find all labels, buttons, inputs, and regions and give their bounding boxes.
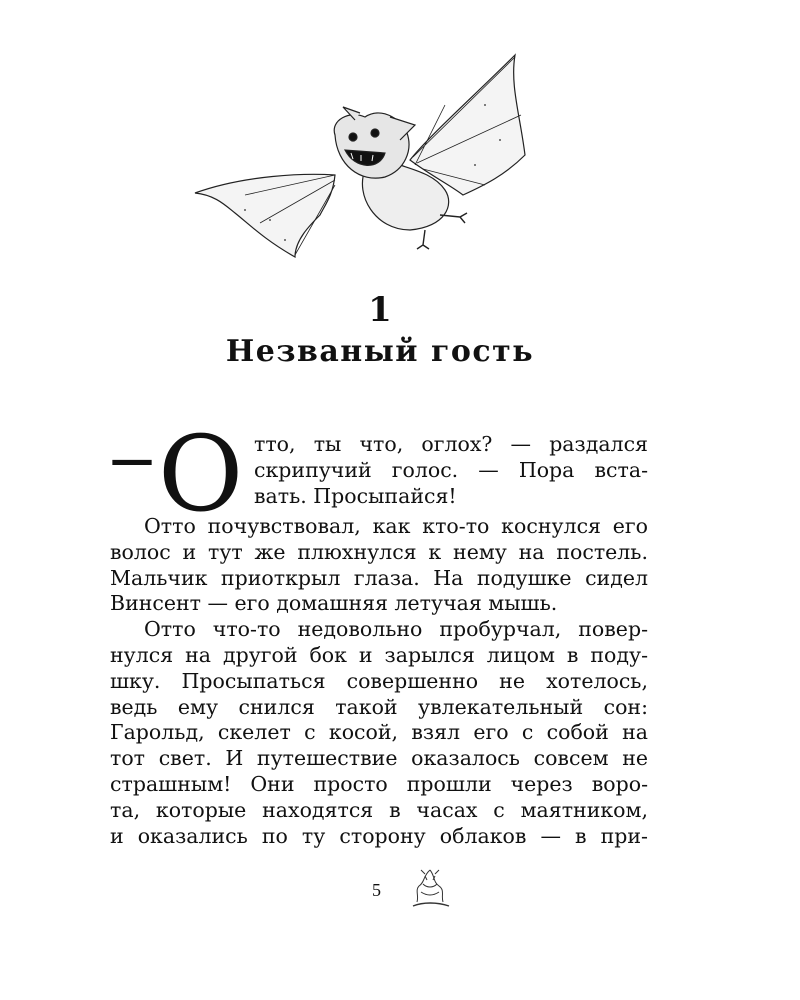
text-line: Отто почувствовал, как кто-то коснулся его xyxy=(144,514,648,538)
text-line: страшным! Они просто прошли через воро- xyxy=(110,771,648,796)
text-line: та, которые находятся в часах с маятником, xyxy=(110,797,648,822)
text-line: Отто что-то недовольно пробурчал, повер- xyxy=(144,617,648,642)
text-line: скрипучий голос. — Пора вста- xyxy=(254,457,648,482)
text-line: шку. Просыпаться совершенно не хотелось, xyxy=(110,668,648,693)
chapter-number: 1 xyxy=(368,290,392,330)
paragraph xyxy=(110,514,648,617)
page-number: 5 xyxy=(372,880,381,900)
chapter-text xyxy=(110,413,648,849)
drop-cap: О xyxy=(158,413,244,535)
text-line: и оказались по ту сторону облаков — в при- xyxy=(110,823,648,848)
text-line: волос и тут же плюхнулся к нему на постель. xyxy=(110,539,648,564)
opening-dash: — xyxy=(110,434,152,485)
text-line: Мальчик приоткрыл глаза. На подушке сидел xyxy=(110,565,648,590)
text-line: Винсент — его домашняя летучая мышь. xyxy=(110,591,558,616)
text-line: ведь ему снился такой увлекательный сон: xyxy=(110,694,648,719)
text-line: тот свет. И путешествие оказалось совсем не xyxy=(110,746,648,771)
paragraph xyxy=(110,617,648,849)
text-line: Гарольд, скелет с косой, взял его с собой на xyxy=(110,720,648,745)
chapter-title: Незваный гость xyxy=(225,334,535,369)
text-line: нулся на другой бок и зарылся лицом в поду- xyxy=(110,642,648,667)
footer-sketch-icon xyxy=(405,862,455,912)
text-line: вать. Просыпайся! xyxy=(254,483,457,508)
text-line: тто, ты что, оглох? — раздался xyxy=(254,432,648,456)
bat-illustration xyxy=(185,45,545,270)
